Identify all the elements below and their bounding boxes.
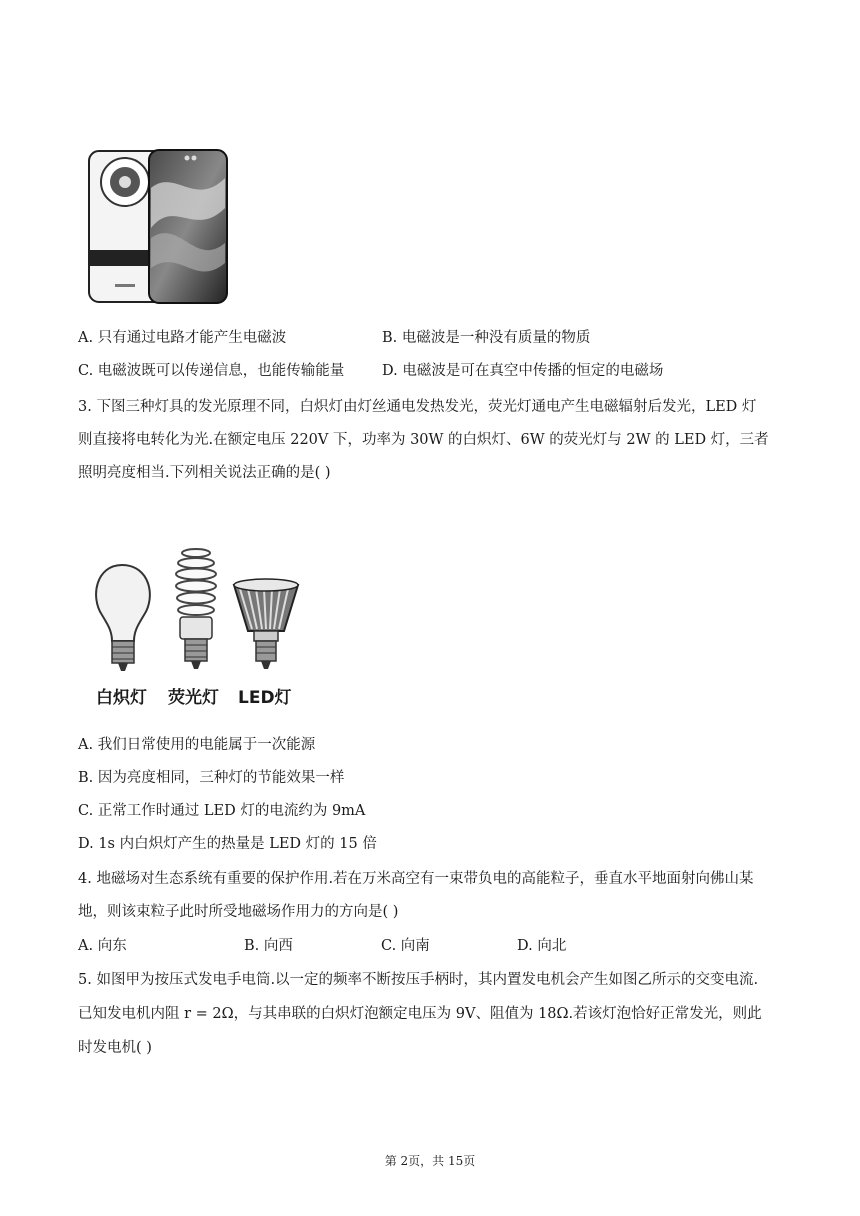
q3-stem-line-1: 3. 下图三种灯具的发光原理不同，白炽灯由灯丝通电发热发光，荧光灯通电产生电磁辐射后发光，LED 灯 [78,399,757,415]
q5-stem-line-3: 时发电机( ) [78,1040,152,1056]
q5-stem-line-1: 5. 如图甲为按压式发电手电筒.以一定的频率不断按压手柄时，其内置发电机会产生如图乙所示的交变电流. [78,972,759,988]
q3-stem-line-2: 则直接将电转化为光.在额定电压 220V 下，功率为 30W 的白炽灯、6W 的荧光灯与 2W 的 LED 灯，三者 [78,432,769,448]
page-footer: 第 2页，共 15页 [384,1154,476,1168]
phone-image [85,148,231,306]
q4-stem-line-2: 地，则该束粒子此时所受地磁场作用力的方向是( ) [78,904,399,920]
q4-option-c: C. 向南 [381,938,430,954]
q3-option-b: B. 因为亮度相同，三种灯的节能效果一样 [78,770,345,786]
q3-option-d: D. 1s 内白炽灯产生的热量是 LED 灯的 15 倍 [78,836,377,852]
q5-stem-line-2: 已知发电机内阻 r = 2Ω，与其串联的白炽灯泡额定电压为 9V、阻值为 18Ω.若该灯泡恰好正常发光，则此 [78,1006,762,1022]
q3-option-c: C. 正常工作时通过 LED 灯的电流约为 9mA [78,803,366,819]
lamp-caption-incandescent: 白炽灯 [96,688,147,708]
q2-option-b: B. 电磁波是一种没有质量的物质 [382,330,591,346]
q2-option-d: D. 电磁波是可在真空中传播的恒定的电磁场 [382,363,664,379]
q2-option-a: A. 只有通过电路才能产生电磁波 [78,330,287,346]
lamp-caption-fluorescent: 荧光灯 [168,688,219,708]
q4-option-d: D. 向北 [517,938,567,954]
q4-stem-line-1: 4. 地磁场对生态系统有重要的保护作用.若在万米高空有一束带负电的高能粒子，垂直水平地面射向佛山某 [78,871,754,887]
q4-option-a: A. 向东 [78,938,127,954]
q4-option-b: B. 向西 [244,938,293,954]
q3-option-a: A. 我们日常使用的电能属于一次能源 [78,737,316,753]
q2-option-c: C. 电磁波既可以传递信息，也能传输能量 [78,363,345,379]
q3-stem-line-3: 照明亮度相当.下列相关说法正确的是( ) [78,465,331,481]
lamp-caption-led: LED灯 [238,688,292,708]
lamps-image [88,545,308,710]
